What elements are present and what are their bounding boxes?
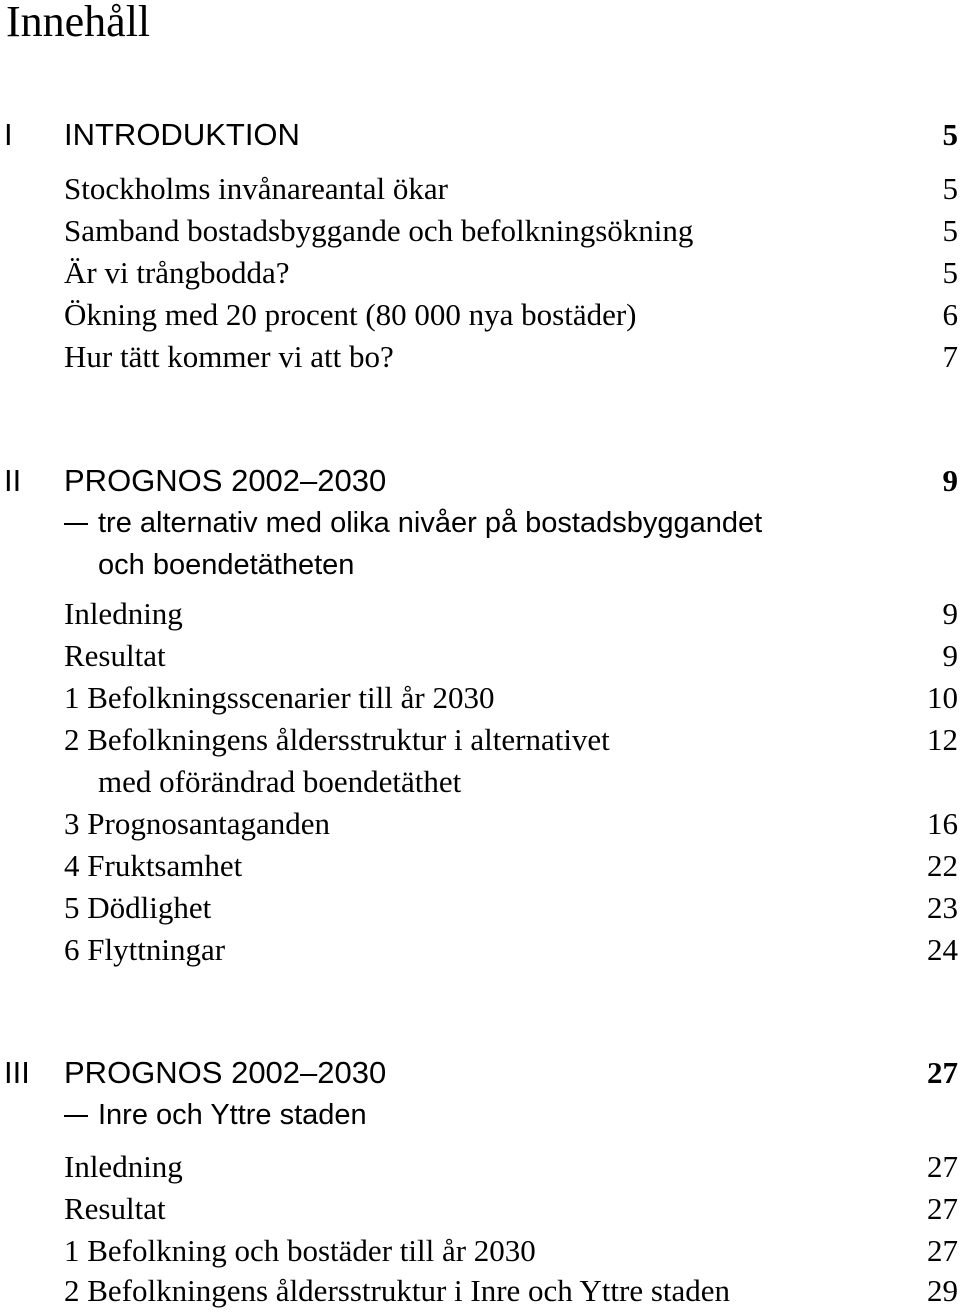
entry-title: 3 Prognosantaganden [64,806,331,841]
page-number: 23 [927,890,958,925]
page-title: Innehåll [6,0,151,46]
page-number: 5 [942,255,958,290]
toc-entry[interactable] [0,294,960,336]
subtitle-line: tre alternativ med olika nivåer på bostadsbyggandet [98,507,763,539]
section-title: PROGNOS 2002–2030 [64,463,387,498]
page-number: 6 [942,297,958,332]
page-number: 9 [942,596,958,631]
page-number: 29 [927,1273,958,1308]
page-number: 9 [942,638,958,673]
section-subtitle [0,502,960,544]
toc-section-heading[interactable] [0,1052,960,1094]
entry-title: 6 Flyttningar [64,932,226,967]
entry-title: med oförändrad boendetäthet [98,764,462,799]
toc-entry-continuation[interactable] [0,761,960,803]
page-number: 24 [927,932,958,967]
entry-title: 2 Befolkningens åldersstruktur i alternativet [64,722,610,757]
toc-entry[interactable] [0,593,960,635]
subtitle-line: Inre och Yttre staden [98,1099,367,1131]
page-number: 5 [942,171,958,206]
entry-title: Inledning [64,596,183,631]
subtitle-line: och boendetätheten [98,549,355,581]
entry-title: Hur tätt kommer vi att bo? [64,339,394,374]
page-number: 5 [942,117,958,152]
section-subtitle [0,544,960,586]
entry-title: 1 Befolkningsscenarier till år 2030 [64,680,495,715]
entry-title: 2 Befolkningens åldersstruktur i Inre och Yttre staden [64,1273,731,1308]
toc-entry[interactable] [0,168,960,210]
page-number: 27 [927,1055,958,1090]
section-numeral: I [4,117,13,152]
toc-entry[interactable] [0,1146,960,1188]
em-dash [64,523,88,525]
page-number: 22 [927,848,958,883]
em-dash [64,1115,88,1117]
toc-entry[interactable] [0,803,960,845]
toc-section-heading[interactable] [0,114,960,156]
toc-entry[interactable] [0,252,960,294]
entry-title: 4 Fruktsamhet [64,848,243,883]
page-number: 7 [942,339,958,374]
toc-entry[interactable] [0,929,960,971]
toc-entry[interactable] [0,635,960,677]
toc-entry[interactable] [0,1188,960,1230]
toc-entry[interactable] [0,336,960,378]
toc-entry[interactable] [0,719,960,761]
page-number: 16 [927,806,958,841]
entry-title: Inledning [64,1149,183,1184]
entry-title: Resultat [64,638,166,673]
section-numeral: III [4,1055,30,1090]
toc-entry[interactable] [0,1270,960,1312]
section-title: PROGNOS 2002–2030 [64,1055,387,1090]
page-number: 12 [927,722,958,757]
section-numeral: II [4,463,22,498]
entry-title: 5 Dödlighet [64,890,212,925]
page-number: 9 [942,463,958,498]
section-subtitle [0,1094,960,1136]
entry-title: 1 Befolkning och bostäder till år 2030 [64,1233,536,1268]
toc-entry[interactable] [0,210,960,252]
toc-entry[interactable] [0,887,960,929]
entry-title: Är vi trångbodda? [64,255,290,290]
toc-entry[interactable] [0,845,960,887]
page-number: 10 [927,680,958,715]
entry-title: Resultat [64,1191,166,1226]
entry-title: Samband bostadsbyggande och befolkningsökning [64,213,694,248]
page-number: 5 [942,213,958,248]
toc-entry[interactable] [0,1230,960,1272]
toc-section-heading[interactable] [0,460,960,502]
page-number: 27 [927,1233,958,1268]
page-number: 27 [927,1191,958,1226]
entry-title: Stockholms invånareantal ökar [64,171,448,206]
toc-entry[interactable] [0,677,960,719]
page-number: 27 [927,1149,958,1184]
entry-title: Ökning med 20 procent (80 000 nya bostäder) [64,297,637,332]
section-title: INTRODUKTION [64,117,300,152]
